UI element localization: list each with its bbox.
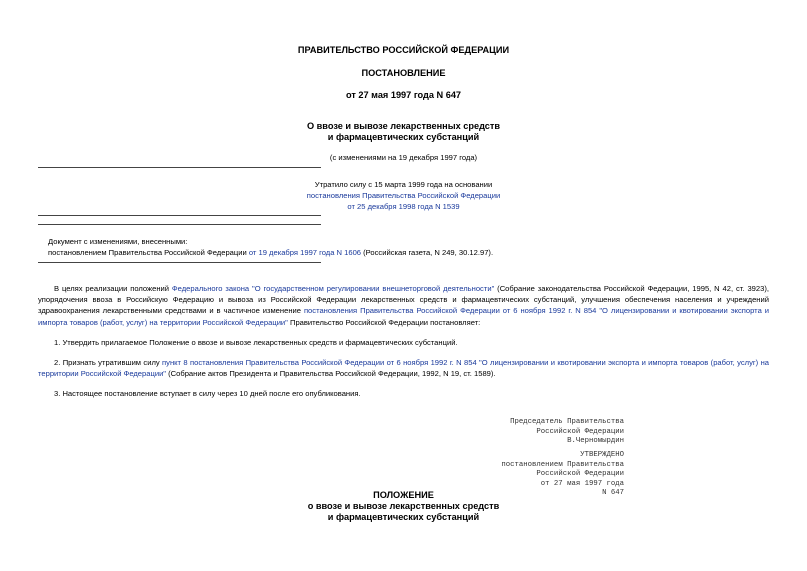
approved-number: N 647 [602,489,624,498]
preamble-text: (Собрание законодательства Российской Федерации, 1995, N 42, ст. 3923), упорядочения ввоза в Российскую Федерацию и вывоза из Российской Федерации лекарственных средств и фармацевтических субстанций, улучшения обеспечения населения и учреждений здравоохранения лекарственными средствами и в частичное изменение [38,284,769,316]
changes-prefix: постановлением Правительства Российской Федерации [48,248,249,257]
preamble-text: Правительство Российской Федерации постановляет: [287,317,481,327]
signature-title: Председатель Правительства [510,418,624,426]
federal-law-link[interactable]: Федерального закона "О государственном регулировании внешнеторговой деятельности" [171,284,495,293]
signature-block [510,418,624,447]
signature-country: Российской Федерации [536,427,624,436]
divider [38,167,321,168]
amendments-note: (с изменениями на 19 декабря 1997 года) [329,153,478,162]
document-title-line2: и фармацевтических субстанций [327,132,480,142]
document-title-line1: О ввозе и вывозе лекарственных средств [306,121,501,131]
invalid-notice-text: Утратило силу с 15 марта 1999 года на основании [314,180,493,189]
clause-3: 3. Настоящее постановление вступает в силу через 10 дней после его опубликования. [54,389,361,398]
approved-country: Российской Федерации [536,470,624,479]
invalid-notice-link[interactable]: постановления Правительства Российской Федерации [306,191,501,200]
approved-date: от 27 мая 1997 года [540,479,624,488]
clause-2 [38,357,769,379]
preamble-text: В целях реализации положений [54,284,172,293]
approved-by: постановлением Правительства [501,460,624,469]
regulation-subtitle-line2: и фармацевтических субстанций [327,512,480,522]
divider [38,262,321,263]
government-heading: ПРАВИТЕЛЬСТВО РОССИЙСКОЙ ФЕДЕРАЦИИ [297,45,510,55]
signature-name: В.Черномырдин [567,437,624,446]
invalid-notice-link-date[interactable]: от 25 декабря 1998 года N 1539 [347,202,460,211]
clause-2-text: (Собрание актов Президента и Правительства Российской Федерации, 1992, N 19, ст. 1589). [166,369,496,379]
changes-link[interactable]: от 19 декабря 1997 года N 1606 [248,248,362,257]
divider [38,224,321,225]
clause-8-link[interactable]: пункт 8 постановления Правительства Российской Федерации от 6 ноября 1992 г. N 854 "О лицензировании и квотировании экспорта и импорта товаров (работ, услуг) на территории Российской Федерации" [38,358,769,379]
approved-stamp: УТВЕРЖДЕНО [580,451,624,459]
changes-heading: Документ с изменениями, внесенными: [48,237,188,246]
clause-2-text: 2. Признать утратившим силу [54,358,163,367]
divider [38,215,321,216]
preamble-paragraph [38,283,769,328]
document-date: от 27 мая 1997 года N 647 [345,90,462,100]
resolution-854-link[interactable]: постановления Правительства Российской Федерации от 6 ноября 1992 г. N 854 "О лицензировании и квотировании экспорта и импорта товаров (работ, услуг) на территории Российской Федерации" [38,306,769,327]
changes-list-item [48,248,493,257]
clause-1: 1. Утвердить прилагаемое Положение о ввозе и вывозе лекарственных средств и фармацевтических субстанций. [54,338,458,347]
changes-suffix: (Российская газета, N 249, 30.12.97). [361,248,494,257]
document-type: ПОСТАНОВЛЕНИЕ [361,68,446,78]
regulation-title: ПОЛОЖЕНИЕ [373,490,434,500]
regulation-subtitle-line1: о ввозе и вывозе лекарственных средств [307,501,500,511]
